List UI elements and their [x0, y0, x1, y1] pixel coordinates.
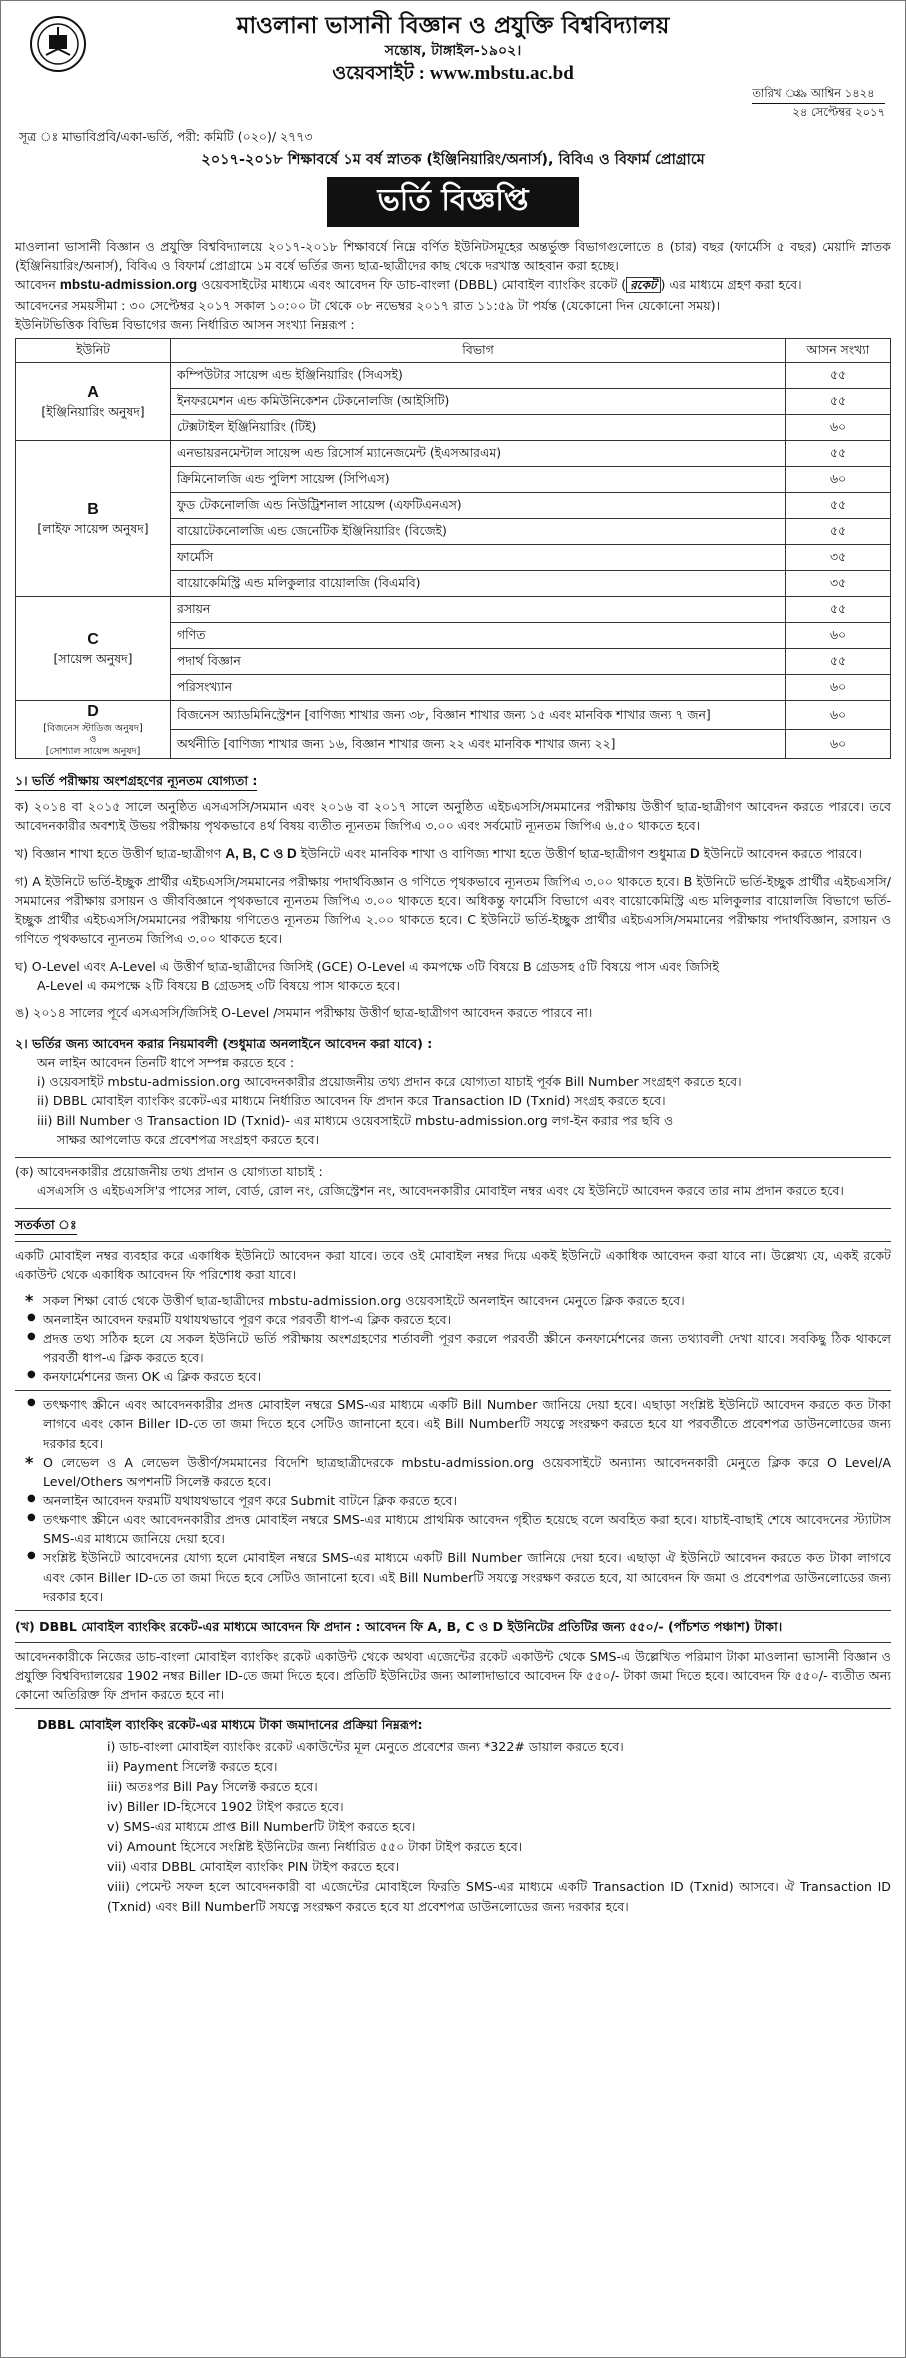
seat-cell: ৫৫: [786, 363, 891, 389]
dept-cell: বায়োকেমিস্ট্রি এন্ড মলিকুলার বায়োলজি (বিএমবি): [171, 571, 786, 597]
notice-banner: ভর্তি বিজ্ঞপ্তি: [327, 177, 579, 227]
table-row: [16, 597, 891, 623]
seat-cell: ৩৫: [786, 571, 891, 597]
list-item: ● তৎক্ষণাৎ স্ক্রীনে এবং আবেদনকারীর প্রদত্ত মোবাইল নম্বরে SMS-এর মাধ্যমে একটি Bill Number জানিয়ে দেয়া হবে। এছাড়া সংশ্লিষ্ট ইউনিটে আবেদন করতে কত টাকা লাগবে এবং কোন Biller ID-তে তা জমা দিতে হবে সেটিও জানানো হবে। এই Bill Numberটি সযত্নে সংরক্ষণ করতে হবে যা পরবর্তীতে প্রবেশপত্র ডাউনলোডের জন্য দরকার হবে।: [15, 1395, 891, 1452]
university-address: সন্তোষ, টাঙ্গাইল-১৯০২।: [384, 42, 522, 59]
application-period: আবেদনের সময়সীমা : ৩০ সেপ্টেম্বর ২০১৭ সকাল ১০:০০ টা থেকে ০৮ নভেম্বর ২০১৭ রাত ১১:৫৯ টা পর্যন্ত (যেকোনো দিন যেকোনো সময়)।: [15, 297, 721, 313]
eligibility-ka: ক) ২০১৪ বা ২০১৫ সালে অনুষ্ঠিত এসএসসি/সমমান এবং ২০১৬ বা ২০১৭ সালে অনুষ্ঠিত এইচএসসি/সমমানের পরীক্ষায় উত্তীর্ণ ছাত্র-ছাত্রীগণ আবেদন করতে পারবে। তবে আবেদনকারীর অবশ্যই উভয় পরীক্ষায় পৃথকভাবে ৪র্থ বিষয় ব্যতীত ন্যূনতম জিপিএ ৩.০০ এবং সর্বমোট ন্যূনতম জিপিএ ৬.৫০ থাকতে হবে।: [15, 799, 891, 834]
table-row: [16, 363, 891, 389]
list-item: ● অনলাইন আবেদন ফরমটি যথাযথভাবে পূরণ করে Submit বাটনে ক্লিক করতে হবে।: [15, 1491, 891, 1510]
notice-date: [752, 85, 885, 122]
seat-cell: ৬০: [786, 701, 891, 730]
caution-body: একটি মোবাইল নম্বর ব্যবহার করে একাধিক ইউনিটে আবেদন করা যাবে। তবে ওই মোবাইল নম্বর দিয়ে একই ইউনিটে একাধিক আবেদন করা যাবে না। উল্লেখ্য যে, একই রকেট একাউন্ট থেকে একাধিক আবেদন ফি পরিশোধ করা যাবে।: [15, 1248, 891, 1283]
eligibility-section: [15, 771, 891, 1022]
caution-section: [15, 1215, 891, 1611]
list-item: ● তৎক্ষণাৎ স্ক্রীনে এবং আবেদনকারীর প্রদত্ত মোবাইল নম্বরে SMS-এর মাধ্যমে প্রাথমিক আবেদন গৃহীত হয়েছে বলে অবহিত করা হবে। যাচাই-বাছাই শেষে আবেদনের স্ট্যাটাস SMS-এর মাধ্যমে জানিয়ে দেয়া হবে।: [15, 1510, 891, 1548]
unit-b-cell: B [লাইফ সায়েন্স অনুষদ]: [16, 441, 171, 597]
application-step-iii: iii) Bill Number ও Transaction ID (Txnid)- এর মাধ্যমে ওয়েবসাইটে mbstu-admission.org লগ-ইন করার পর ছবি ও: [37, 1112, 674, 1128]
letterhead: [15, 9, 891, 147]
fee-heading: (খ) DBBL মোবাইল ব্যাংকিং রকেট-এর মাধ্যমে আবেদন ফি প্রদান : আবেদন ফি A, B, C ও D ইউনিটের প্রতিটির জন্য ৫৫০/- (পাঁচশত পঞ্চাশ) টাকা।: [15, 1618, 783, 1634]
table-header: আসন সংখ্যা: [786, 339, 891, 363]
dept-cell: বিজনেস অ্যাডমিনিস্ট্রেশন [বাণিজ্য শাখার জন্য ৩৮, বিজ্ঞান শাখার জন্য ১৫ এবং মানবিক শাখার জন্য ৭ জন]: [171, 701, 786, 730]
table-header-row: [16, 339, 891, 363]
dept-cell: অর্থনীতি [বাণিজ্য শাখার জন্য ১৬, বিজ্ঞান শাখার জন্য ২২ এবং মানবিক শাখার জন্য ২২]: [171, 730, 786, 759]
application-heading: ২। ভর্তির জন্য আবেদন করার নিয়মাবলী (শুধুমাত্র অনলাইনে আবেদন করা যাবে) :: [15, 1036, 433, 1051]
dept-cell: পরিসংখ্যান: [171, 675, 786, 701]
seat-table: [15, 338, 891, 759]
eligibility-umo: ঙ) ২০১৪ সালের পূর্বে এসএসসি/জিসিই O-Level /সমমান পরীক্ষায় উত্তীর্ণ ছাত্র-ছাত্রীগণ আবেদন করতে পারবে না।: [15, 1004, 593, 1020]
table-row: [16, 701, 891, 730]
list-item: ● সংশ্লিষ্ট ইউনিটে আবেদনের যোগ্য হলে মোবাইল নম্বরে SMS-এর মাধ্যমে একটি Bill Number জানিয়ে দেয়া হবে। এছাড়া ঐ ইউনিটে আবেদন করতে কত টাকা লাগবে এবং কোন Biller ID-তে তা জমা দিতে হবে সেটিও জানানো হবে। এই Bill Numberটি সযত্নে সংরক্ষণ করতে হবে, যা আবেদন ফি জমা ও প্রবেশপত্র ডাউনলোডের জন্য দরকার হবে।: [15, 1548, 891, 1605]
date-bangla: ০৯ আশ্বিন ১৪২৪: [792, 86, 875, 100]
list-item: * O লেভেল ও A লেভেল উত্তীর্ণ/সমমানের বিদেশি ছাত্রছাত্রীদেরকে mbstu-admission.org ওয়েবসাইটে অন্যান্য আবেদনকারী মেনুতে ক্লিক করে O Level/A Level/Others অপশনটি সিলেক্ট করতে হবে।: [15, 1453, 891, 1491]
university-website: ওয়েবসাইট : www.mbstu.ac.bd: [332, 63, 574, 85]
list-item: ● প্রদত্ত তথ্য সঠিক হলে যে সকল ইউনিটে ভর্তি পরীক্ষায় অংশগ্রহণের শর্তাবলী পূরণ করলে পরবর্তী স্ক্রীনে কনফার্মেশনের জন্য তথ্যাবলী দেখা যাবে। সবকিছু ঠিক থাকলে পরবর্তী ধাপ-এ ক্লিক করতে হবে।: [15, 1329, 891, 1367]
dept-cell: রসায়ন: [171, 597, 786, 623]
dept-cell: টেক্সটাইল ইঞ্জিনিয়ারিং (টিই): [171, 415, 786, 441]
dept-cell: ফুড টেকনোলজি এন্ড নিউট্রিশনাল সায়েন্স (এফটিএনএস): [171, 493, 786, 519]
seat-cell: ৩৫: [786, 545, 891, 571]
program-subtitle: ২০১৭-২০১৮ শিক্ষাবর্ষে ১ম বর্ষ স্নাতক (ইঞ্জিনিয়ারিং/অনার্স), বিবিএ ও বিফার্ম প্রোগ্রামে: [201, 152, 705, 168]
application-step-i: i) ওয়েবসাইট mbstu-admission.org আবেদনকারীর প্রয়োজনীয় তথ্য প্রদান করে যোগ্যতা যাচাই পূর্বক Bill Number সংগ্রহণ করতে হবে।: [37, 1074, 742, 1090]
procedure-steps: [15, 1737, 891, 1916]
unit-a-cell: A [ইঞ্জিনিয়ারিং অনুষদ]: [16, 363, 171, 441]
seat-cell: ৫৫: [786, 441, 891, 467]
university-logo-icon: [29, 15, 87, 73]
seat-cell: ৫৫: [786, 649, 891, 675]
procedure-step: iv) Biller ID-হিসেবে 1902 টাইপ করতে হবে।: [107, 1798, 344, 1814]
procedure-step: ii) Payment সিলেক্ট করতে হবে।: [107, 1758, 278, 1774]
fee-body: আবেদনকারীকে নিজের ডাচ-বাংলা মোবাইল ব্যাংকিং রকেট একাউন্ট থেকে অথবা এজেন্টের রকেট একাউন্ট থেকে SMS-এ উল্লেখিত পরিমাণ টাকা মাওলানা ভাসানী বিজ্ঞান ও প্রযুক্তি বিশ্ববিদ্যালয়ের 1902 নম্বর Biller ID-তে জমা দিতে হবে। প্রতিটি ইউনিটের জন্য আলাদাভাবে আবেদন ফি ৫৫০/- টাকা জমা দিতে হবে। আবেদন ফি ৫৫০/- ব্যতীত অন্য কোনো অতিরিক্ত ফি প্রদান করতে হবে না।: [15, 1648, 891, 1703]
seat-intro: ইউনিটভিত্তিক বিভিন্ন বিভাগের জন্য নির্ধারিত আসন সংখ্যা নিম্নরূপ :: [15, 316, 355, 332]
table-row: [16, 441, 891, 467]
procedure-step: iii) অতঃপর Bill Pay সিলেক্ট করতে হবে।: [107, 1778, 318, 1794]
caution-heading: সতর্কতা ঃ: [15, 1215, 77, 1235]
procedure-heading: DBBL মোবাইল ব্যাংকিং রকেট-এর মাধ্যমে টাকা জমাদানের প্রক্রিয়া নিম্নরূপ:: [37, 1717, 423, 1733]
seat-cell: ৬০: [786, 415, 891, 441]
unit-d-cell: D [বিজনেস স্টাডিজ অনুষদ] ও [সোশ্যাল সায়েন্স অনুষদ]: [16, 701, 171, 759]
procedure-step: i) ডাচ-বাংলা মোবাইল ব্যাংকিং রকেট একাউন্টের মূল মেনুতে প্রবেশের জন্য *322# ডায়াল করতে হবে।: [107, 1738, 624, 1754]
university-name: মাওলানা ভাসানী বিজ্ঞান ও প্রযুক্তি বিশ্ববিদ্যালয়: [236, 12, 670, 39]
info-heading: (ক) আবেদনকারীর প্রয়োজনীয় তথ্য প্রদান ও যোগ্যতা যাচাই :: [15, 1163, 323, 1179]
dept-cell: গণিত: [171, 623, 786, 649]
eligibility-ga: গ) A ইউনিটে ভর্তি-ইচ্ছুক প্রার্থীর এইচএসসি/সমমানের পরীক্ষায় পদার্থবিজ্ঞান ও গণিতে পৃথকভাবে ন্যূনতম জিপিএ ৩.০০ থাকতে হবে। B ইউনিটে ভর্তি-ইচ্ছুক প্রার্থীর এইচএসসি/সমমানের পরীক্ষায় রসায়ন ও জীববিজ্ঞানে পৃথকভাবে ন্যূনতম জিপিএ ৩.০০ থাকতে হবে। অধিকন্তু ফার্মেসি বিভাগে এবং বায়োকেমিস্ট্রি এন্ড মলিকুলার বায়োলজি বিভাগে ভর্তি-ইচ্ছুক প্রার্থীর এইচএসসি/সমমানের পরীক্ষায় গণিতেও ন্যূনতম জিপিএ ২.০০ থাকতে হবে। C ইউনিটে ভর্তি-ইচ্ছুক প্রার্থীর এইচএসসি/সমমানের পরীক্ষায় পদার্থবিজ্ঞান, রসায়ন ও গণিতে পৃথকভাবে ন্যূনতম জিপিএ ৩.০০ থাকতে হবে।: [15, 874, 891, 947]
rocket-logo: রকেট: [626, 277, 660, 293]
application-step-iii-cont: সাক্ষর আপলোড করে প্রবেশপত্র সংগ্রহণ করতে হবে।: [57, 1131, 320, 1147]
seat-cell: ৫৫: [786, 597, 891, 623]
seat-cell: ৫৫: [786, 493, 891, 519]
seat-cell: ৬০: [786, 623, 891, 649]
table-header: ইউনিট: [16, 339, 171, 363]
eligibility-gha: ঘ) O-Level এবং A-Level এ উত্তীর্ণ ছাত্র-ছাত্রীদের জিসিই (GCE) O-Level এ কমপক্ষে ৩টি বিষয়ে B গ্রেডসহ ৫টি বিষয়ে পাস এবং জিসিই A-Level এ কমপক্ষে ২টি বিষয়ে B গ্রেডসহ ৩টি বিষয়ে পাস থাকতে হবে।: [15, 958, 719, 993]
seat-cell: ৫৫: [786, 389, 891, 415]
seat-cell: ৫৫: [786, 519, 891, 545]
list-item: ● অনলাইন আবেদন ফরমটি যথাযথভাবে পূরণ করে পরবর্তী ধাপ-এ ক্লিক করতে হবে।: [15, 1310, 891, 1329]
dept-cell: ক্রিমিনোলজি এন্ড পুলিশ সায়েন্স (সিপিএস): [171, 467, 786, 493]
list-item: * সকল শিক্ষা বোর্ড থেকে উত্তীর্ণ ছাত্র-ছাত্রীদের mbstu-admission.org ওয়েবসাইটে অনলাইন আবেদন মেনুতে ক্লিক করতে হবে।: [15, 1291, 891, 1310]
date-english: ২৪ সেপ্টেম্বর ২০১৭: [752, 103, 885, 122]
fee-section: [15, 1617, 891, 1916]
date-label: তারিখ ঃ: [752, 86, 802, 100]
procedure-step: vii) এবার DBBL মোবাইল ব্যাংকিং PIN টাইপ করতে হবে।: [107, 1859, 400, 1875]
procedure-step: vi) Amount হিসেবে সংশ্লিষ্ট ইউনিটের জন্য নির্ধারিত ৫৫০ টাকা টাইপ করতে হবে।: [107, 1839, 523, 1855]
eligibility-kha: খ) বিজ্ঞান শাখা হতে উত্তীর্ণ ছাত্র-ছাত্রীগণ A, B, C ও D ইউনিটে এবং মানবিক শাখা ও বাণিজ্য শাখা হতে উত্তীর্ণ ছাত্র-ছাত্রীগণ শুধুমাত্র D ইউনিটে আবেদন করতে পারবে।: [15, 845, 863, 861]
application-section: [15, 1034, 891, 1209]
list-item: ● কনফার্মেশনের জন্য OK এ ক্লিক করতে হবে।: [15, 1367, 891, 1386]
reference-number: সূত্র ঃ মাভাবিপ্রবি/একা-ভর্তি, পরী: কমিটি (০২০)/ ২৭৭৩: [19, 129, 313, 144]
admission-site: mbstu-admission.org: [59, 277, 198, 293]
dept-cell: ফার্মেসি: [171, 545, 786, 571]
application-sub: অন লাইন আবেদন তিনটি ধাপে সম্পন্ন করতে হবে :: [37, 1055, 295, 1071]
dept-cell: ইনফরমেশন এন্ড কমিউনিকেশন টেকনোলজি (আইসিটি): [171, 389, 786, 415]
dept-cell: কম্পিউটার সায়েন্স এন্ড ইঞ্জিনিয়ারিং (সিএসই): [171, 363, 786, 389]
seat-cell: ৬০: [786, 675, 891, 701]
procedure-step: v) SMS-এর মাধ্যমে প্রাপ্ত Bill Numberটি টাইপ করতে হবে।: [107, 1819, 416, 1835]
procedure-step: viii) পেমেন্ট সফল হলে আবেদনকারী বা এজেন্টের মোবাইলে ফিরতি SMS-এর মাধ্যমে একটি Transaction ID (Txnid) আসবে। ঐ Transaction ID (Txnid) এবং Bill Numberটি সযত্নে সংরক্ষণ করতে হবে যা প্রবেশপত্র ডাউনলোডের জন্য দরকার হবে।: [107, 1879, 891, 1914]
application-step-ii: ii) DBBL মোবাইল ব্যাংকিং রকেট-এর মাধ্যমে নির্ধারিত আবেদন ফি প্রদান করে Transaction ID (Txnid) সংগ্রহ করতে হবে।: [37, 1093, 666, 1109]
intro-apply-line: আবেদন mbstu-admission.org ওয়েবসাইটের মাধ্যমে এবং আবেদন ফি ডাচ-বাংলা (DBBL) মোবাইল ব্যাংকিং রকেট ( রকেট ) এর মাধ্যমে গ্রহণ করা হবে।: [15, 277, 802, 293]
table-header: বিভাগ: [171, 339, 786, 363]
dept-cell: পদার্থ বিজ্ঞান: [171, 649, 786, 675]
info-body: এসএসসি ও এইচএসসি'র পাসের সাল, বোর্ড, রোল নং, রেজিস্ট্রেশন নং, আবেদনকারীর মোবাইল নম্বর এবং যে ইউনিটে আবেদন করবে তার নাম প্রদান করতে হবে।: [37, 1182, 844, 1198]
dept-cell: বায়োটেকনোলজি এন্ড জেনেটিক ইঞ্জিনিয়ারিং (বিজেই): [171, 519, 786, 545]
unit-c-cell: C [সায়েন্স অনুষদ]: [16, 597, 171, 701]
seat-cell: ৬০: [786, 730, 891, 759]
dept-cell: এনভায়রনমেন্টাল সায়েন্স এন্ড রিসোর্স ম্যানেজমেন্ট (ইএসআরএম): [171, 441, 786, 467]
seat-cell: ৬০: [786, 467, 891, 493]
eligibility-heading: ১। ভর্তি পরীক্ষায় অংশগ্রহণের ন্যূনতম যোগ্যতা :: [15, 771, 257, 791]
intro-paragraph: মাওলানা ভাসানী বিজ্ঞান ও প্রযুক্তি বিশ্ববিদ্যালয়ে ২০১৭-২০১৮ শিক্ষাবর্ষে নিম্নে বর্ণিত ইউনিটসমূহের অন্তর্ভুক্ত বিভাগগুলোতে ৪ (চার) বছর (ফার্মেসি ৫ বছর) মেয়াদি স্নাতক (ইঞ্জিনিয়ারিং/অনার্স), বিবিএ ও বিফার্ম প্রোগ্রামে ১ম বর্ষে ভর্তির জন্য ছাত্র-ছাত্রীদের কাছ থেকে দরখাস্ত আহবান করা হচ্ছে।: [15, 239, 891, 274]
